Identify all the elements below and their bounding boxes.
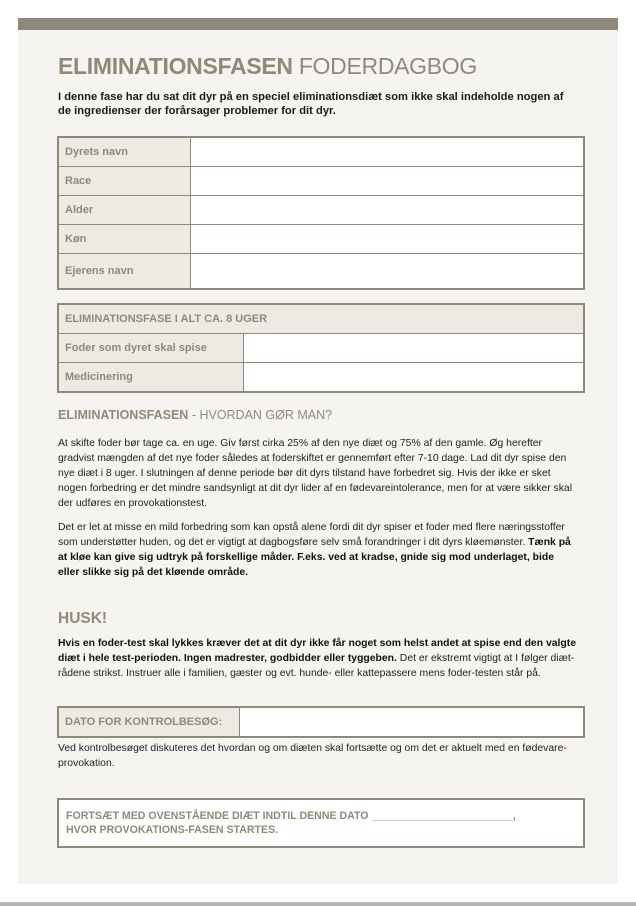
form-row	[58, 254, 584, 290]
intro-text: I denne fase har du sat dit dyr på en speciel eliminationsdiæt som ikke skal indeholde nogen af de ingredienser der forårsager problemer for dit dyr.	[58, 91, 564, 117]
page-sheet	[18, 18, 618, 884]
form-row	[58, 707, 584, 737]
field-label-age: Alder	[58, 196, 190, 225]
form-row	[58, 225, 584, 254]
animal-name-field[interactable]	[190, 137, 584, 167]
continue-line-2: HVOR PROVOKATIONS-FASEN STARTES.	[66, 824, 279, 836]
page-title	[58, 52, 477, 80]
bottom-edge	[0, 902, 636, 906]
age-field[interactable]	[190, 196, 584, 225]
form-row	[58, 167, 584, 196]
how-heading-bold: ELIMINATIONSFASEN	[58, 408, 189, 422]
form-row	[58, 363, 584, 393]
husk-paragraph	[58, 636, 578, 681]
top-accent-bar	[18, 18, 618, 30]
elimination-phase-form	[57, 303, 585, 393]
field-label-food: Foder som dyret skal spise	[58, 334, 243, 363]
form-row	[58, 304, 584, 334]
form-row	[58, 196, 584, 225]
continue-diet-box	[57, 798, 585, 848]
title-light: FODERDAGBOG	[298, 53, 477, 79]
how-section-heading	[58, 408, 332, 422]
animal-info-form	[57, 136, 585, 290]
control-visit-form	[57, 706, 585, 738]
husk-bold-text: Hvis en foder-test skal lykkes kræver det at dit dyr ikke får noget som helst andet at spise end den valgte diæt i hele test-perioden. Ingen madrester, godbidder eller tyggeben.	[58, 638, 576, 664]
form-row	[58, 334, 584, 363]
continue-line-1: FORTSÆT MED OVENSTÅENDE DIÆT INDTIL DENNE DATO ________________________,	[66, 810, 516, 822]
sex-field[interactable]	[190, 225, 584, 254]
how-p2-normal: Det er let at misse en mild forbedring som kan opstå alene fordi dit dyr spiser et foder med flere næringsstoffer som understøtter huden, og det er vigtigt at dagbogsføre selv små forandringer i dit dyrs kløemønster.	[58, 522, 565, 548]
control-date-field[interactable]	[239, 707, 584, 737]
field-label-animal-name: Dyrets navn	[58, 137, 190, 167]
how-heading-light: - HVORDAN GØR MAN?	[188, 408, 333, 422]
breed-field[interactable]	[190, 167, 584, 196]
phase-form-header: ELIMINATIONSFASE I ALT CA. 8 UGER	[58, 304, 584, 334]
field-label-breed: Race	[58, 167, 190, 196]
owner-name-field[interactable]	[190, 254, 584, 290]
field-label-owner-name: Ejerens navn	[58, 254, 190, 290]
how-p2-bold: Tænk på at kløe kan give sig udtryk på forskellige måder. F.eks. ved at kradse, gnide sig mod underlaget, bide eller slikke sig på det kløende område.	[58, 537, 571, 578]
title-bold: ELIMINATIONSFASEN	[58, 53, 293, 79]
field-label-sex: Køn	[58, 225, 190, 254]
control-date-label: DATO FOR KONTROLBESØG:	[58, 707, 239, 737]
food-field[interactable]	[243, 334, 584, 363]
form-row	[58, 137, 584, 167]
husk-normal-text: Det er ekstremt vigtigt at I følger diæt-rådene strikst. Instruer alle i familien, gæster og evt. hunde- eller kattepassere mens foder-testen står på.	[58, 653, 575, 679]
husk-heading: HUSK!	[58, 610, 108, 627]
how-paragraph-1: At skifte foder bør tage ca. en uge. Giv først cirka 25% af den nye diæt og 75% af den gamle. Øg herefter gradvist mængden af det nye foder således at foderskiftet er gennemført efter 7-10 dage. Lad dit dyr spise den nye diæt i 8 uger. I slutningen af denne periode bør dit dyrs tilstand have forbedret sig. Hvis der ikke er sket nogen forbedring er det mindre sandsynligt at dit dyr lider af en fødevareintolerance, men for at være sikker skal der udføres en provokationstest.	[58, 438, 573, 509]
control-note: Ved kontrolbesøget diskuteres det hvordan og om diæten skal fortsætte og om det er aktuelt med en fødevare-provokation.	[58, 743, 567, 769]
field-label-medication: Medicinering	[58, 363, 243, 393]
how-paragraph-2	[58, 520, 578, 580]
medication-field[interactable]	[243, 363, 584, 393]
